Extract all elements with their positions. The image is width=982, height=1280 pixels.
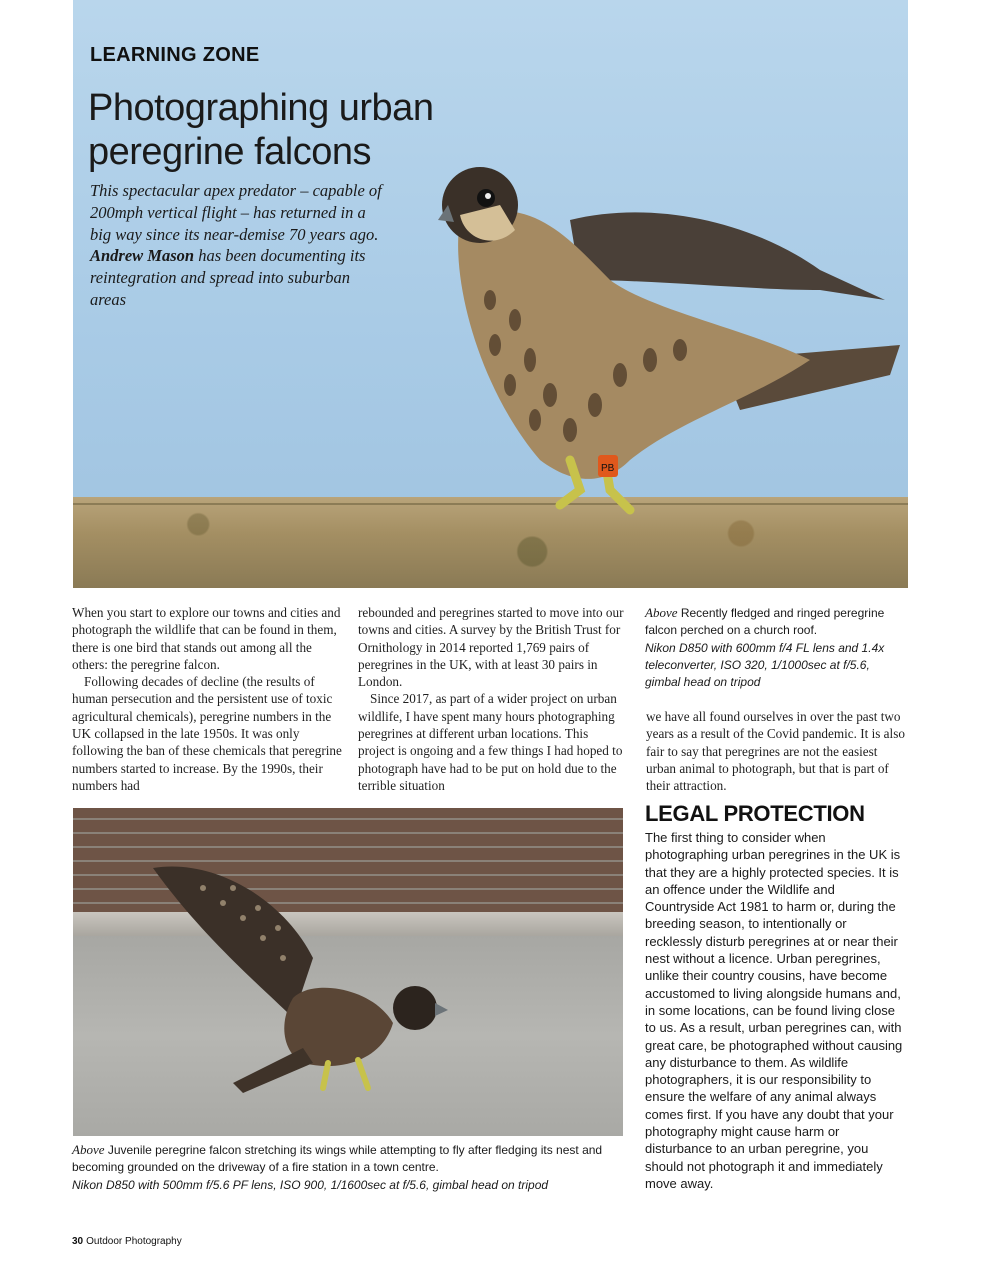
section-label: LEARNING ZONE — [90, 44, 260, 66]
photo2-caption — [72, 1141, 632, 1194]
magazine-name: Outdoor Photography — [86, 1236, 182, 1247]
caption-tech: Nikon D850 with 600mm f/4 FL lens and 1.4x teleconverter, ISO 320, 1/1000sec at f/5.6, gimbal head on tripod — [645, 640, 885, 690]
caption-text: Recently fledged and ringed peregrine falcon perched on a church roof. — [645, 606, 885, 638]
standfirst-text: This spectacular apex predator – capable of 200mph vertical flight – has returned in a big way since its near-demise 70 years ago. — [90, 181, 382, 244]
paragraph: When you start to explore our towns and cities and photograph the wildlife that can be found in them, there is one bird that stands out among all the others: the peregrine falcon. — [72, 605, 341, 672]
ring-tag-text: PB — [601, 463, 615, 474]
caption-label: Above — [72, 1142, 105, 1157]
standfirst — [90, 180, 390, 311]
perched-falcon-illustration — [420, 160, 910, 580]
hero-caption — [645, 604, 907, 691]
legal-heading: LEGAL PROTECTION — [645, 801, 865, 826]
author-name: Andrew Mason — [90, 246, 195, 266]
body-column-2 — [358, 604, 626, 794]
body-column-3 — [646, 708, 908, 794]
page-footer — [72, 1236, 182, 1247]
caption-tech: Nikon D850 with 500mm f/5.6 PF lens, ISO 900, 1/1600sec at f/5.6, gimbal head on tripod — [72, 1177, 549, 1192]
wing-stretch-photo — [73, 808, 623, 1136]
paragraph: rebounded and peregrines started to move into our towns and cities. A survey by the British Trust for Ornithology in 2014 reported 1,769 pairs of peregrines in the UK, with at least 30 pairs in London. — [358, 605, 624, 690]
caption-label: Above — [645, 605, 678, 620]
juvenile-falcon-illustration — [143, 848, 463, 1108]
legal-body: The first thing to consider when photographing urban peregrines in the UK is that they are a highly protected species. It is an offence under the Wildlife and Countryside Act 1981 to harm or, during the breeding season, to intentionally or recklessly disturb peregrines at or near their nest without a licence. Urban peregrines, unlike their country cousins, have become accustomed to living alongside humans and, in some locations, can be found living close to us. As a result, urban peregrines can, with great care, be photographed without causing any disturbance to them. As wildlife photographers, it is our responsibility to ensure the welfare of any animal always comes first. If you have any doubt that your photography might cause harm or disturbance to an urban peregrine, you should not photograph it and immediately move away. — [645, 830, 903, 1191]
body-column-1 — [72, 604, 342, 794]
page-title: Photographing urban peregrine falcons — [88, 87, 434, 173]
page-number: 30 — [72, 1236, 84, 1247]
paragraph: Since 2017, as part of a wider project on urban wildlife, I have spent many hours photographing peregrines at different urban locations. This project is ongoing and a few things I had hoped to photograph have had to be put on hold due to the terrible situation — [358, 691, 623, 793]
paragraph: Following decades of decline (the results of human persecution and the persistent use of toxic agricultural chemicals), peregrine numbers in the UK collapsed in the late 1950s. It was only following the ban of these chemicals that peregrine numbers started to increase. By the 1990s, their numbers had — [72, 674, 342, 793]
paragraph: we have all found ourselves in over the past two years as a result of the Covid pandemic. It is also fair to say that peregrines are not the easiest urban animal to photograph, but that is part of their attraction. — [646, 709, 905, 794]
caption-text: Juvenile peregrine falcon stretching its wings while attempting to fly after fledging its nest and becoming grounded on the driveway of a fire station in a town centre. — [72, 1143, 603, 1175]
standfirst-text-end: has been documenting its reintegration and spread into suburban areas — [90, 246, 366, 309]
